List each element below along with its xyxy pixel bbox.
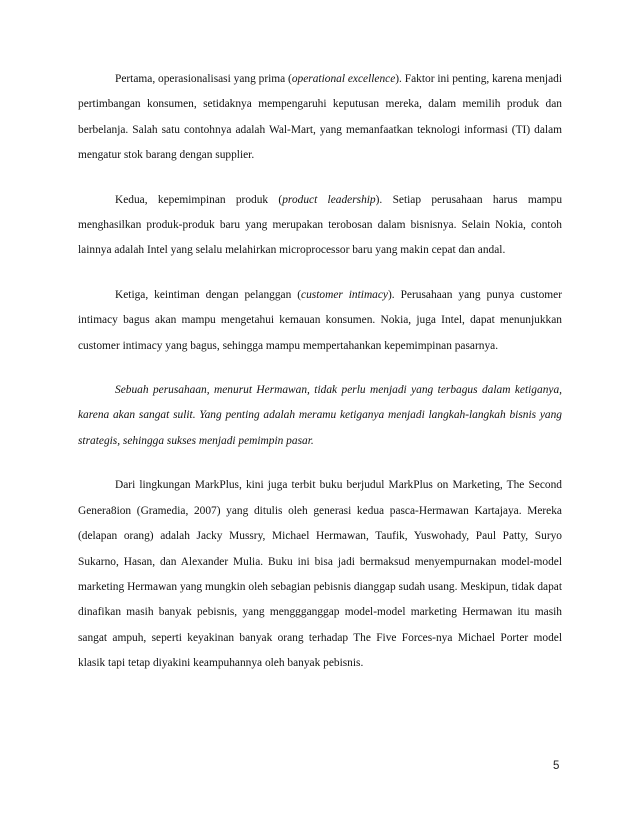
paragraph-text: ). Perusahaan yang punya customer intimacy bagus akan mampu mengetahui kemauan konsumen. Nokia, juga Intel, dapat menunjukkan customer intimacy yang bagus, sehingga mampu mempertahankan kepemimpinan pasarnya. [78, 288, 563, 352]
paragraph-operational-excellence [78, 67, 562, 169]
paragraph-text: ). Setiap perusahaan harus mampu menghasilkan produk-produk baru yang merupakan terobosan dalam bisnisnya. Selain Nokia, contoh lainnya adalah Intel yang selalu melahirkan microprocessor baru yang makin cepat dan andal. [78, 193, 563, 257]
page-number: 5 [553, 760, 560, 772]
paragraph-text: Ketiga, keintiman dengan pelanggan ( [115, 288, 302, 301]
body-text [78, 67, 562, 677]
paragraph-customer-intimacy [78, 283, 562, 359]
paragraph-text: Kedua, kepemimpinan produk ( [115, 193, 283, 206]
emphasis-term: operational excellence [291, 73, 396, 85]
paragraph-text: Pertama, operasionalisasi yang prima ( [115, 73, 292, 85]
paragraph-product-leadership [78, 188, 562, 264]
emphasis-term: product leadership [282, 193, 376, 206]
paragraph-italic-summary: Sebuah perusahaan, menurut Hermawan, tidak perlu menjadi yang terbagus dalam ketiganya, karena akan sangat sulit. Yang penting adalah meramu ketiganya menjadi langkah-langkah bisnis yang strategis, sehingga sukses menjadi pemimpin pasar. [78, 384, 562, 447]
paragraph-markplus: Dari lingkungan MarkPlus, kini juga terbit buku berjudul MarkPlus on Marketing, The Second Genera8ion (Gramedia, 2007) yang ditulis oleh generasi kedua pasca-Hermawan Kartajaya. Mereka (delapan orang) adalah Jacky Mussry, Michael Hermawan, Taufik, Yuswohady, Paul Patty, Suryo Sukarno, Hasan, dan Alexander Mulia. Buku ini bisa jadi bermaksud menyempurnakan model-model marketing Hermawan yang mungkin oleh sebagian pebisnis dianggap sudah usang. Meskipun, tidak dapat dinafikan masih banyak pebisnis, yang menggganggap model-model marketing Hermawan itu masih sangat ampuh, seperti keyakinan banyak orang terhadap The Five Forces-nya Michael Porter model klasik tapi tetap diyakini keampuhannya oleh banyak pebisnis. [78, 479, 562, 670]
emphasis-term: customer intimacy [301, 288, 388, 301]
paragraph-text: ). Faktor ini penting, karena menjadi pertimbangan konsumen, setidaknya mempengaruhi keputusan mereka, dalam memilih produk dan berbelanja. Salah satu contohnya adalah Wal-Mart, yang memanfaatkan teknologi informasi (TI) dalam mengatur stok barang dengan supplier. [78, 73, 562, 162]
